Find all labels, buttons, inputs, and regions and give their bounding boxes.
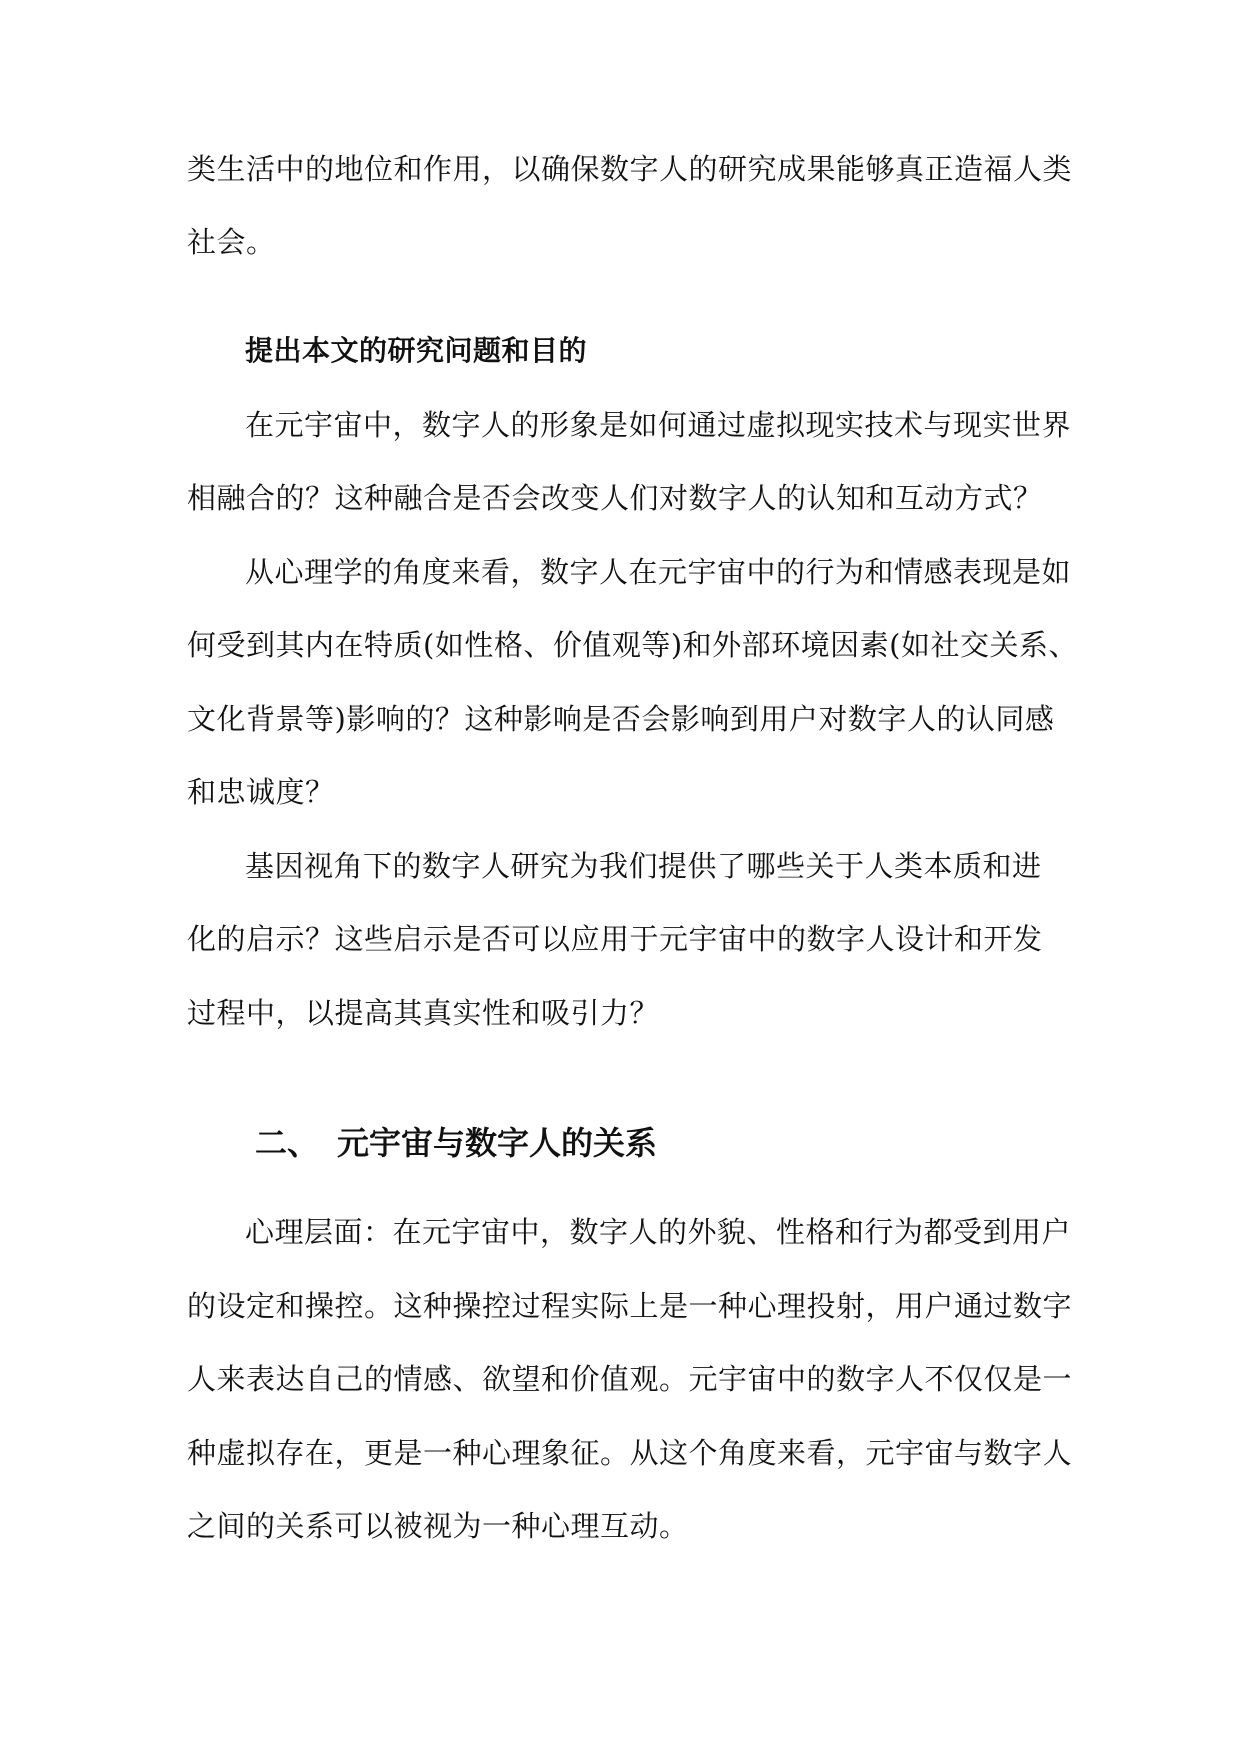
subheading: 提出本文的研究问题和目的 — [245, 334, 588, 367]
paragraph-line: 的设定和操控。这种操控过程实际上是一种心理投射，用户通过数字 — [187, 1289, 1073, 1323]
paragraph-line: 化的启示？这些启示是否可以应用于元宇宙中的数字人设计和开发 — [187, 922, 1043, 956]
paragraph-line: 人来表达自己的情感、欲望和价值观。元宇宙中的数字人不仅仅是一 — [187, 1362, 1073, 1396]
paragraph-line: 之间的关系可以被视为一种心理互动。 — [187, 1509, 689, 1543]
section-number: 二、 — [255, 1124, 320, 1162]
paragraph-line: 和忠诚度？ — [187, 775, 335, 809]
paragraph-line: 社会。 — [187, 225, 276, 259]
paragraph-line: 类生活中的地位和作用，以确保数字人的研究成果能够真正造福人类 — [187, 152, 1073, 186]
paragraph-line: 文化背景等)影响的？这种影响是否会影响到用户对数字人的认同感 — [187, 702, 1055, 736]
paragraph-line: 种虚拟存在，更是一种心理象征。从这个角度来看，元宇宙与数字人 — [187, 1436, 1073, 1470]
paragraph-line: 在元宇宙中，数字人的形象是如何通过虚拟现实技术与现实世界 — [245, 408, 1072, 442]
paragraph-line: 基因视角下的数字人研究为我们提供了哪些关于人类本质和进 — [245, 849, 1042, 883]
paragraph-line: 何受到其内在特质(如性格、价值观等)和外部环境因素(如社交关系、 — [187, 628, 1078, 662]
paragraph-line: 过程中，以提高其真实性和吸引力？ — [187, 996, 660, 1030]
section-title: 元宇宙与数字人的关系 — [337, 1124, 658, 1162]
section-heading — [255, 1121, 657, 1165]
paragraph-line: 相融合的？这种融合是否会改变人们对数字人的认知和互动方式？ — [187, 481, 1043, 515]
paragraph-line: 从心理学的角度来看，数字人在元宇宙中的行为和情感表现是如 — [245, 555, 1072, 589]
paragraph-line: 心理层面：在元宇宙中，数字人的外貌、性格和行为都受到用户 — [245, 1215, 1072, 1249]
